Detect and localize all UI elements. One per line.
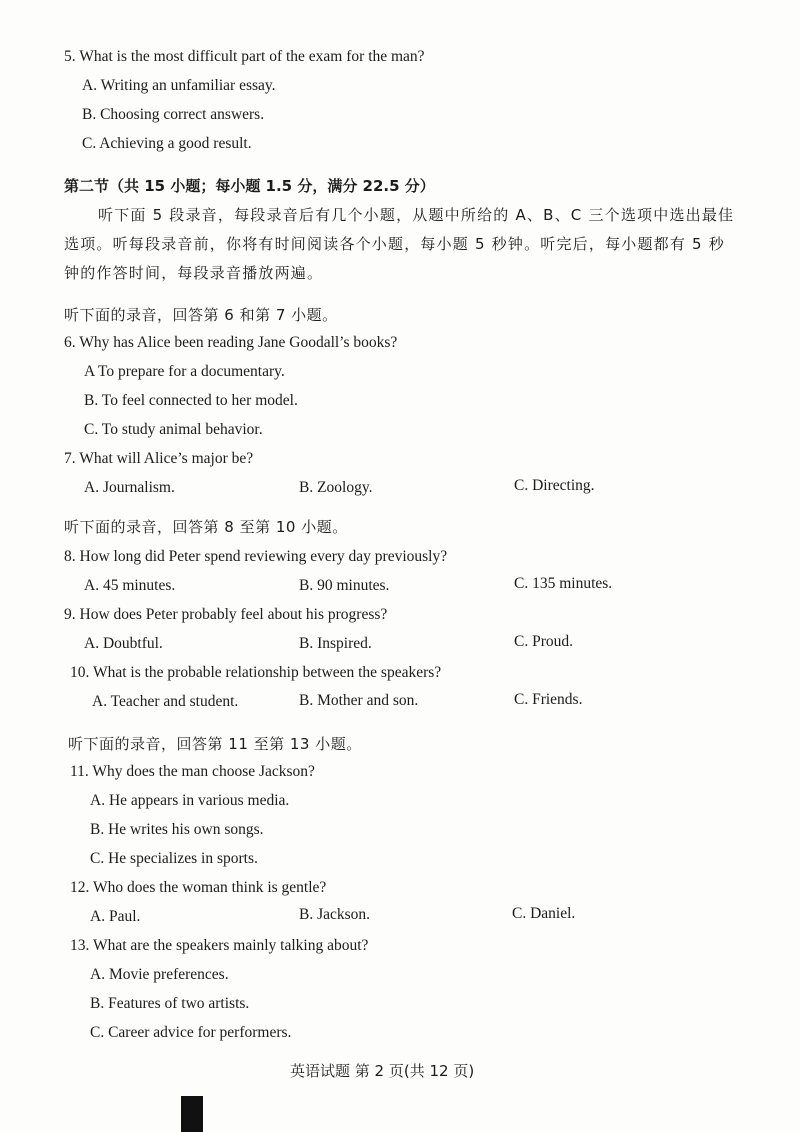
instructions-line-3: 钟的作答时间，每段录音播放两遍。 <box>64 264 324 282</box>
q5-option-a: A. Writing an unfamiliar essay. <box>82 77 276 94</box>
page-footer: 英语试题 第 2 页(共 12 页) <box>290 1062 475 1080</box>
group-header-11-13: 听下面的录音，回答第 11 至第 13 小题。 <box>68 735 362 753</box>
q8-option-c: C. 135 minutes. <box>514 575 613 592</box>
question-5: 5. What is the most difficult part of the exam for the man? <box>64 48 425 65</box>
question-11: 11. Why does the man choose Jackson? <box>70 763 315 780</box>
section-title: 第二节（共 15 小题；每小题 1.5 分，满分 22.5 分） <box>64 177 435 195</box>
question-13: 13. What are the speakers mainly talking about? <box>70 937 369 954</box>
instructions-line-1: 听下面 5 段录音，每段录音后有几个小题，从题中所给的 A、B、C 三个选项中选出最佳 <box>98 206 735 224</box>
q11-option-b: B. He writes his own songs. <box>90 821 264 838</box>
q13-option-c: C. Career advice for performers. <box>90 1024 292 1041</box>
question-7: 7. What will Alice’s major be? <box>64 450 254 467</box>
q6-option-c: C. To study animal behavior. <box>84 421 263 438</box>
q7-option-a: A. Journalism. <box>84 479 175 496</box>
q10-option-b: B. Mother and son. <box>299 692 419 709</box>
instructions-line-2: 选项。听每段录音前，你将有时间阅读各个小题，每小题 5 秒钟。听完后，每小题都有 5 秒 <box>64 235 725 253</box>
question-10: 10. What is the probable relationship between the speakers? <box>70 664 442 681</box>
question-8: 8. How long did Peter spend reviewing every day previously? <box>64 548 448 565</box>
question-9: 9. How does Peter probably feel about his progress? <box>64 606 388 623</box>
q8-option-b: B. 90 minutes. <box>299 577 390 594</box>
question-12: 12. Who does the woman think is gentle? <box>70 879 327 896</box>
q13-option-b: B. Features of two artists. <box>90 995 250 1012</box>
q11-option-c: C. He specializes in sports. <box>90 850 258 867</box>
q13-option-a: A. Movie preferences. <box>90 966 229 983</box>
group-header-8-10: 听下面的录音，回答第 8 至第 10 小题。 <box>64 518 348 536</box>
question-6: 6. Why has Alice been reading Jane Goodall’s books? <box>64 334 398 351</box>
q5-option-c: C. Achieving a good result. <box>82 135 252 152</box>
q6-option-b: B. To feel connected to her model. <box>84 392 298 409</box>
q11-option-a: A. He appears in various media. <box>90 792 290 809</box>
q5-option-b: B. Choosing correct answers. <box>82 106 265 123</box>
q10-option-c: C. Friends. <box>514 691 583 708</box>
scan-artifact-bar <box>181 1096 203 1132</box>
q9-option-b: B. Inspired. <box>299 635 372 652</box>
q9-option-a: A. Doubtful. <box>84 635 163 652</box>
q7-option-c: C. Directing. <box>514 477 595 494</box>
q7-option-b: B. Zoology. <box>299 479 373 496</box>
q12-option-a: A. Paul. <box>90 908 141 925</box>
q12-option-c: C. Daniel. <box>512 905 576 922</box>
q8-option-a: A. 45 minutes. <box>84 577 176 594</box>
group-header-6-7: 听下面的录音，回答第 6 和第 7 小题。 <box>64 306 338 324</box>
q9-option-c: C. Proud. <box>514 633 573 650</box>
q12-option-b: B. Jackson. <box>299 906 371 923</box>
q10-option-a: A. Teacher and student. <box>92 693 239 710</box>
q6-option-a: A To prepare for a documentary. <box>84 363 285 380</box>
